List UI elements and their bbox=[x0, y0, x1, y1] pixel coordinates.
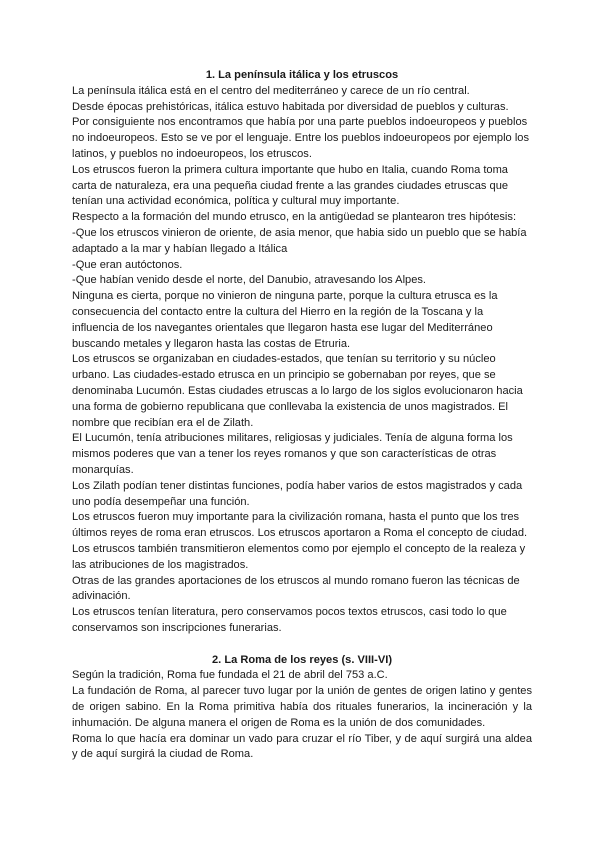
hypothesis-item: -Que habían venido desde el norte, del Danubio, atravesando los Alpes. bbox=[72, 274, 427, 287]
paragraph: Roma lo que hacía era dominar un vado para cruzar el río Tiber, y de aquí surgirá una aldea y de aquí surgirá la ciudad de Roma. bbox=[72, 732, 532, 761]
paragraph: Los etruscos fueron la primera cultura importante que hubo en Italia, cuando Roma toma carta de naturaleza, era una pequeña ciudad frente a las grandes ciudades etruscas que tenían una actividad económica, política y cultural muy importante. bbox=[72, 163, 509, 208]
paragraph: La fundación de Roma, al parecer tuvo lugar por la unión de gentes de origen latino y gentes de origen sabino. En la Roma primitiva había dos rituales funerarios, la incineración y la inhumación. De alguna manera el origen de Roma es la unión de dos comunidades. bbox=[72, 685, 532, 729]
paragraph: Otras de las grandes aportaciones de los etruscos al mundo romano fueron las técnicas de adivinación. bbox=[72, 574, 520, 603]
paragraph: Los etruscos fueron muy importante para la civilización romana, hasta el punto que los tres últimos reyes de roma eran etruscos. Los etruscos aportaron a Roma el concepto de ciudad. bbox=[72, 511, 528, 540]
paragraph: Ninguna es cierta, porque no vinieron de ninguna parte, porque la cultura etrusca es la consecuencia del contacto entre la cultura del Hierro en la región de la Toscana y la influencia de los navegantes orientales que llegaron hasta ese lugar del Mediterráneo buscando metales y llegaron hasta las costas de Etruria. bbox=[72, 290, 498, 350]
paragraph: Los Zilath podían tener distintas funciones, podía haber varios de estos magistrados y cada uno podía desempeñar una función. bbox=[72, 479, 523, 508]
section-spacer bbox=[72, 637, 532, 653]
paragraph: Los etruscos también transmitieron elementos como por ejemplo el concepto de la realeza y las atribuciones de los magistrados. bbox=[72, 542, 526, 571]
section-1-title: 1. La península itálica y los etruscos bbox=[205, 69, 399, 81]
hypothesis-item: -Que los etruscos vinieron de oriente, de asia menor, que habia sido un pueblo que se había adaptado a la mar y habían llegado a Itálica bbox=[72, 226, 527, 255]
section-2-title: 2. La Roma de los reyes (s. VIII-VI) bbox=[211, 653, 393, 666]
paragraph: Respecto a la formación del mundo etrusco, en la antigüedad se plantearon tres hipótesis: bbox=[72, 211, 517, 224]
paragraph: El Lucumón, tenía atribuciones militares, religiosas y judiciales. Tenía de alguna forma los mismos poderes que van a tener los reyes romanos y que son características de otras monarquías. bbox=[72, 432, 513, 476]
document-page bbox=[72, 68, 532, 763]
paragraph: Por consiguiente nos encontramos que había por una parte pueblos indoeuropeos y pueblos no indoeuropeos. Esto se ve por el lenguaje. Entre los pueblos indoeuropeos por ejemplo los latinos, y pueblos no indoeuropeos, los etruscos. bbox=[72, 116, 529, 160]
paragraph: Según la tradición, Roma fue fundada el 21 de abril del 753 a.C. bbox=[72, 669, 388, 682]
hypothesis-item: -Que eran autóctonos. bbox=[72, 258, 183, 271]
paragraph: Desde épocas prehistóricas, itálica estuvo habitada por diversidad de pueblos y culturas. bbox=[72, 100, 509, 113]
paragraph: Los etruscos tenían literatura, pero conservamos pocos textos etruscos, casi todo lo que conservamos son inscripciones funerarias. bbox=[72, 606, 507, 634]
paragraph: La península itálica está en el centro del mediterráneo y carece de un río central. bbox=[72, 84, 470, 97]
paragraph: Los etruscos se organizaban en ciudades-estados, que tenían su territorio y su núcleo urbano. Las ciudades-estado etrusca en un principio se gobernaban por reyes, que se denominaba Lucumón. Estas ciudades etruscas a lo largo de los siglos evolucionaron hacia una forma de gobierno republicana que conllevaba la existencia de unos magistrados. El nombre que recibían era el de Zilath. bbox=[72, 353, 523, 429]
